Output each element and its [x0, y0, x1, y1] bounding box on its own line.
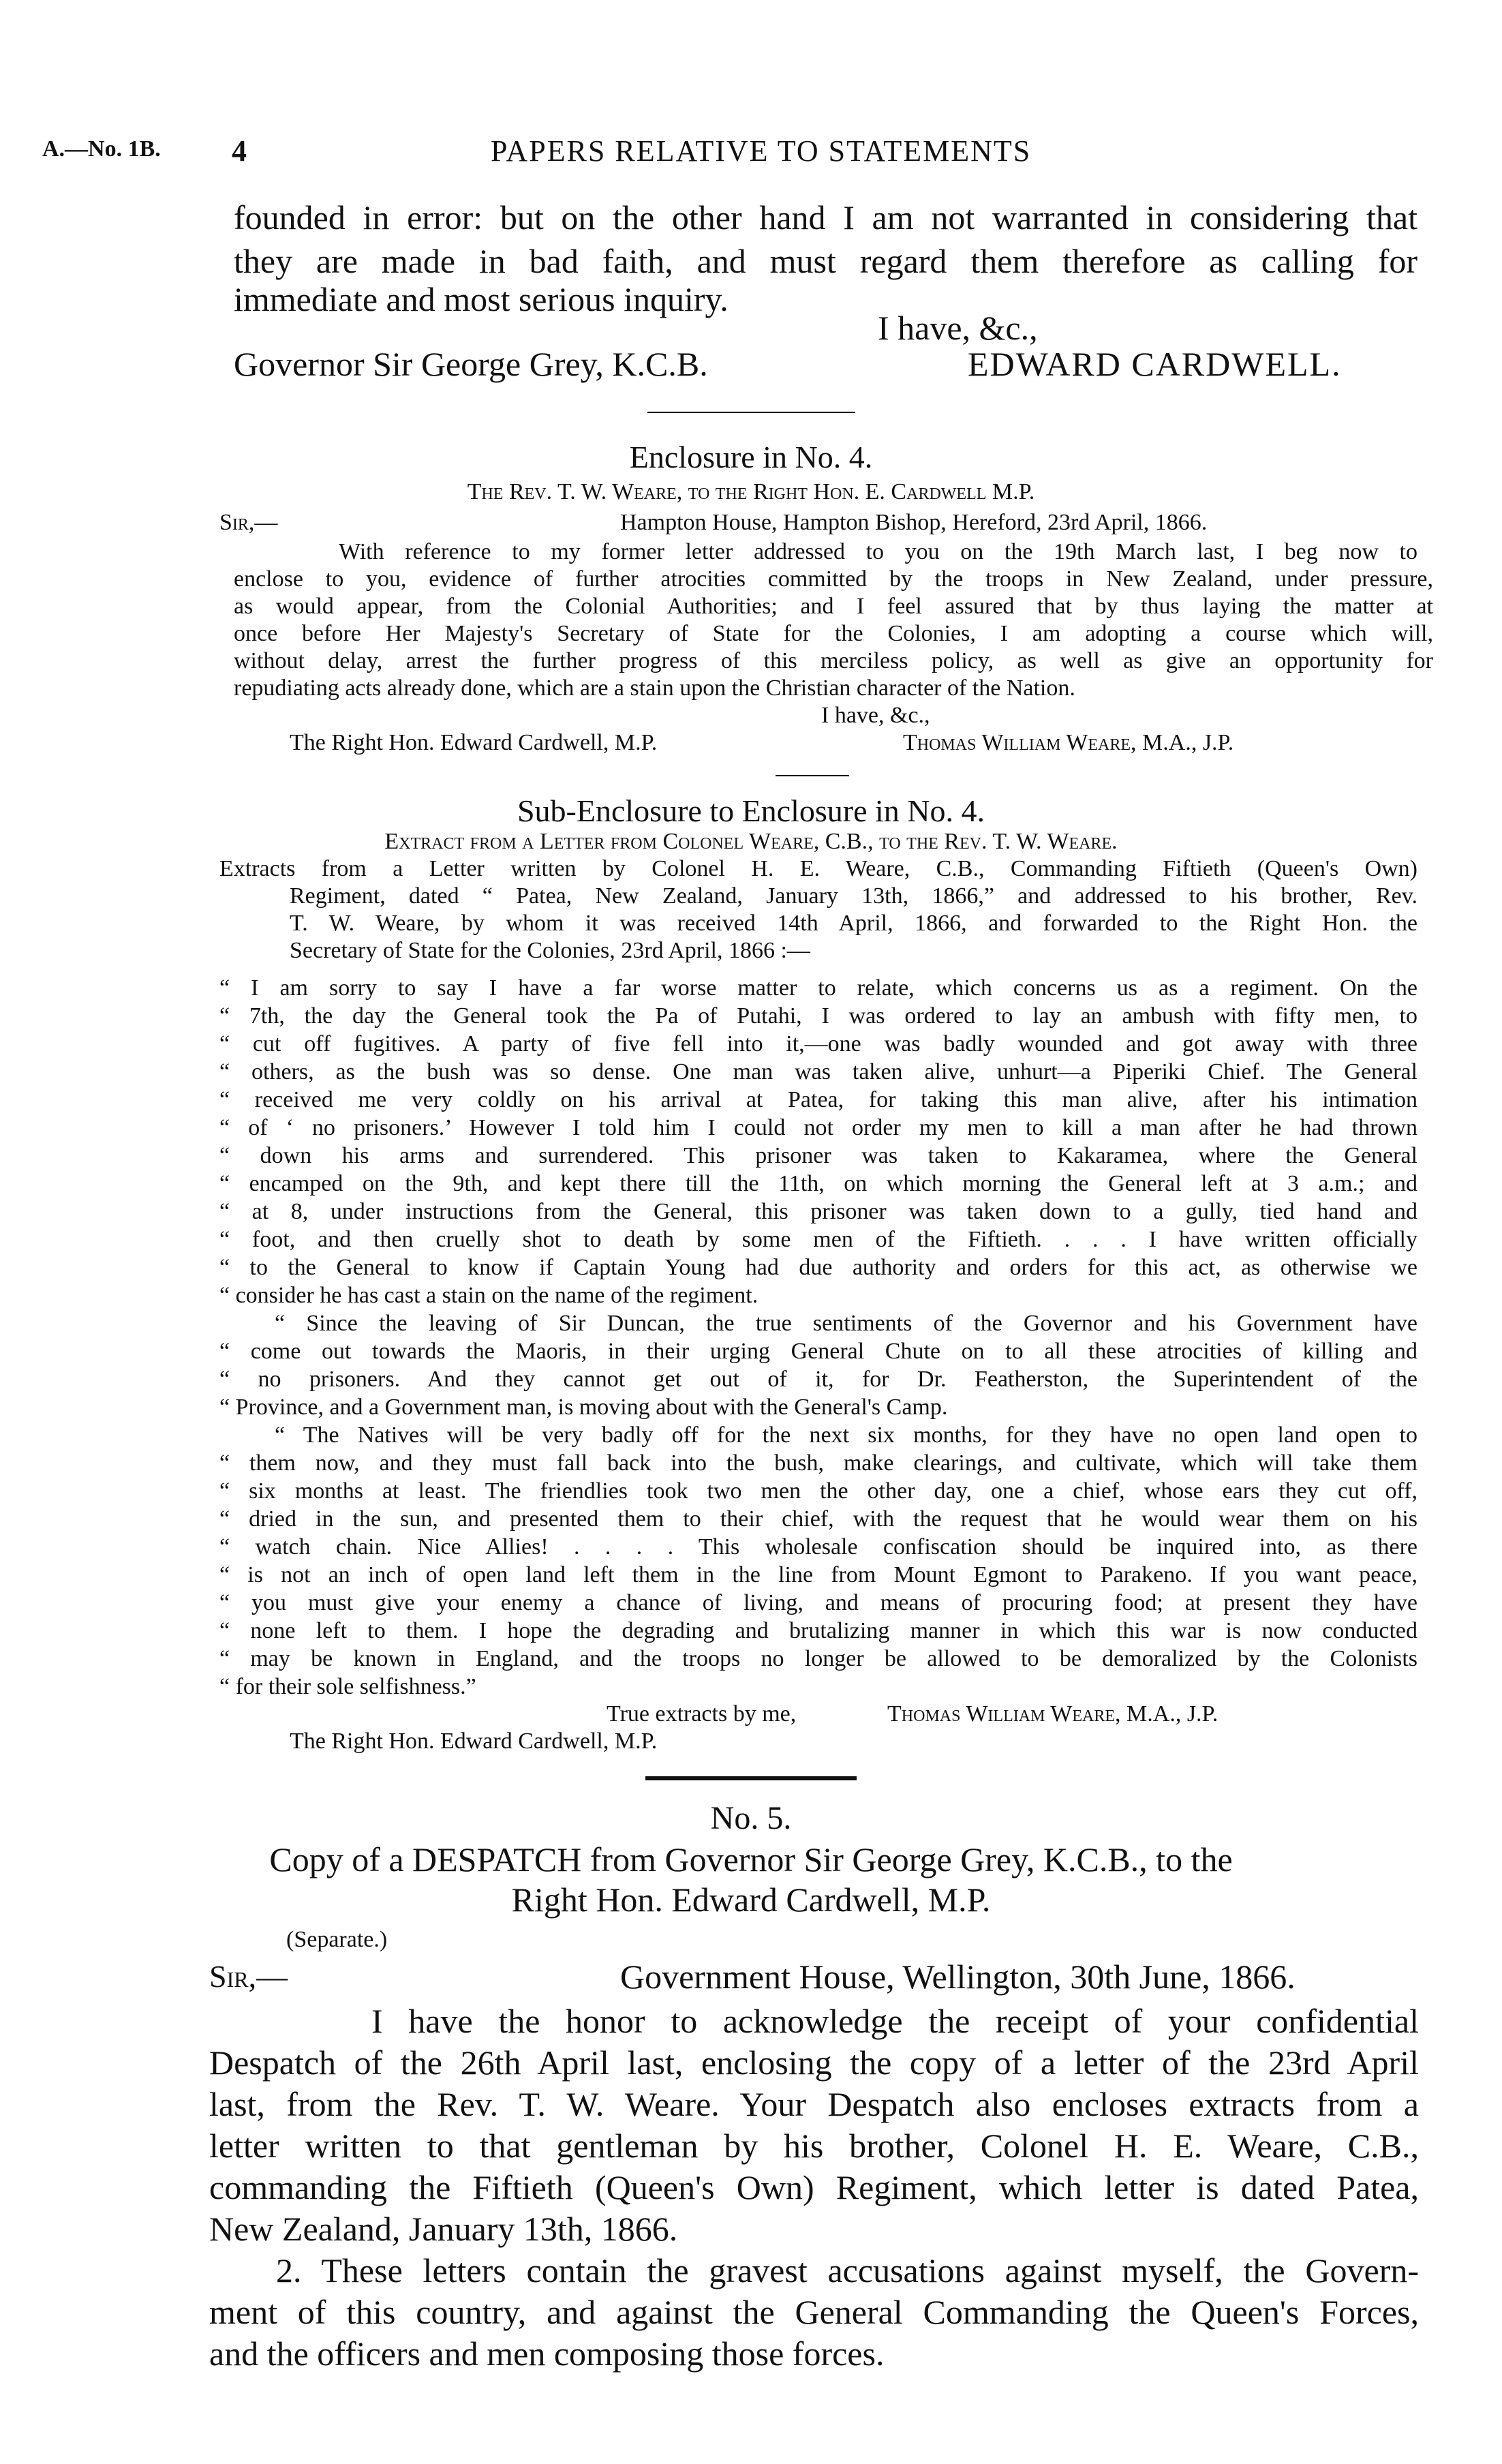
body-line: and the officers and men composing those forces.	[209, 2334, 885, 2373]
despatch-number: No. 5.	[710, 1800, 792, 1836]
attestation: True extracts by me,	[607, 1701, 797, 1727]
body-line: ment of this country, and against the General Commanding the Queen's Forces,	[209, 2293, 1419, 2331]
sub-enclosure-heading: Sub-Enclosure to Enclosure in No. 4.	[517, 793, 985, 828]
despatch-title-line	[0, 1840, 1502, 1879]
separate-marker: (Separate.)	[286, 1927, 388, 1952]
quoted-line: “ Since the leaving of Sir Duncan, the true sentiments of the Governor and his Government have	[275, 1311, 1417, 1336]
quoted-line: “ cut off fugitives. A party of five fell into it,—one was badly wounded and got away with three	[219, 1031, 1417, 1056]
quoted-line: “ none left to them. I hope the degrading and brutalizing manner in which this war is now conducted	[219, 1618, 1417, 1643]
enclosure-subtitle: The Rev. T. W. Weare, to the Right Hon. E. Cardwell M.P.	[467, 479, 1035, 504]
quoted-line: “ at 8, under instructions from the General, this prisoner was taken down to a gully, tied hand and	[219, 1199, 1417, 1224]
quoted-line: “ Province, and a Government man, is moving about with the General's Camp.	[219, 1395, 948, 1420]
quoted-line: “ The Natives will be very badly off for the next six months, for they have no open land open to	[275, 1423, 1417, 1448]
quoted-line: “ may be known in England, and the troops no longer be allowed to be demoralized by the Colonists	[219, 1646, 1417, 1671]
quoted-line: “ for their sole selfishness.”	[219, 1674, 476, 1699]
extract-intro-line: Secretary of State for the Colonies, 23rd April, 1866 :—	[290, 938, 810, 963]
salutation: Sir,—	[219, 510, 278, 535]
extract-intro-line: Regiment, dated “ Patea, New Zealand, January 13th, 1866,” and addressed to his brother, Rev.	[290, 883, 1417, 909]
extract-intro-line: T. W. Weare, by whom it was received 14th April, 1866, and forwarded to the Right Hon. the	[290, 911, 1417, 936]
quoted-line: “ no prisoners. And they cannot get out of it, for Dr. Featherston, the Superintendent of the	[219, 1367, 1417, 1392]
quoted-line: “ others, as the bush was so dense. One man was taken alive, unhurt—a Piperiki Chief. The General	[219, 1059, 1417, 1084]
closing: I have, &c.,	[821, 703, 930, 728]
enclosure-heading: Enclosure in No. 4.	[629, 440, 873, 474]
despatch-line: they are made in bad faith, and must regard them therefore as calling for	[234, 242, 1417, 280]
enclosure-line: repudiating acts already done, which are a stain upon the Christian character of the Nation.	[234, 675, 1075, 701]
enclosure-line: once before Her Majesty's Secretary of State for the Colonies, I am adopting a course which will,	[234, 621, 1433, 646]
despatch-line: immediate and most serious inquiry.	[234, 280, 729, 318]
enclosure-line: as would appear, from the Colonial Authorities; and I feel assured that by thus laying the matter at	[234, 594, 1433, 619]
body-line: 2. These letters contain the gravest accusations against myself, the Govern-	[276, 2251, 1419, 2290]
closing: I have, &c.,	[878, 309, 1038, 347]
quoted-line: “ I am sorry to say I have a far worse matter to relate, which concerns us as a regiment. On the	[219, 975, 1417, 1001]
body-line: letter written to that gentleman by his brother, Colonel H. E. Weare, C.B.,	[209, 2127, 1419, 2165]
quoted-line: “ down his arms and surrendered. This prisoner was taken to Kakaramea, where the General	[219, 1143, 1417, 1168]
quoted-line: “ is not an inch of open land left them in the line from Mount Egmont to Parakeno. If you want peace,	[219, 1562, 1417, 1587]
section-divider-heavy	[645, 1776, 857, 1780]
quoted-line: “ to the General to know if Captain Young had due authority and orders for this act, as otherwise we	[219, 1255, 1417, 1280]
quoted-line: “ come out towards the Maoris, in their urging General Chute on to all these atrocities of killing and	[219, 1339, 1417, 1364]
despatch-title: Copy of a DESPATCH from Governor Sir George Grey, K.C.B., to the	[269, 1840, 1233, 1879]
quoted-line: “ of ‘ no prisoners.’ However I told him I could not order my men to kill a man after he had thrown	[219, 1115, 1417, 1140]
salutation: Sir,—	[209, 1959, 288, 1994]
document-reference: A.—No. 1B.	[42, 136, 161, 162]
sub-enclosure-subtitle: Extract from a Letter from Colonel Weare, C.B., to the Rev. T. W. Weare.	[384, 829, 1118, 854]
body-line: last, from the Rev. T. W. Weare. Your Despatch also encloses extracts from a	[209, 2085, 1419, 2123]
addressee: Governor Sir George Grey, K.C.B.	[234, 345, 708, 383]
extract-intro-line: Extracts from a Letter written by Colonel H. E. Weare, C.B., Commanding Fiftieth (Queen's Own)	[219, 856, 1417, 881]
addressee: The Right Hon. Edward Cardwell, M.P.	[290, 1729, 658, 1754]
running-title: PAPERS RELATIVE TO STATEMENTS	[491, 134, 1032, 168]
quoted-line: “ 7th, the day the General took the Pa of Putahi, I was ordered to lay an ambush with fifty men, to	[219, 1003, 1417, 1029]
despatch-title-line	[0, 1880, 1502, 1919]
quoted-line: “ six months at least. The friendlies took two men the other day, one a chief, whose ears they cut off,	[219, 1478, 1417, 1504]
page-number: 4	[232, 134, 247, 168]
despatch-line: founded in error: but on the other hand I am not warranted in considering that	[234, 198, 1417, 237]
enclosure-line: With reference to my former letter addressed to you on the 19th March last, I beg now to	[339, 539, 1417, 564]
section-divider	[647, 412, 855, 413]
signature: Thomas William Weare, M.A., J.P.	[903, 730, 1234, 755]
enclosure-line: without delay, arrest the further progress of this merciless policy, as well as give an opportunity for	[234, 648, 1433, 673]
enclosure-line: enclose to you, evidence of further atrocities committed by the troops in New Zealand, under pressure,	[234, 566, 1433, 592]
despatch-title-recipient: Right Hon. Edward Cardwell, M.P.	[511, 1881, 991, 1919]
body-line: commanding the Fiftieth (Queen's Own) Regiment, which letter is dated Patea,	[209, 2168, 1419, 2206]
quoted-line: “ encamped on the 9th, and kept there till the 11th, on which morning the General left at 3 a.m.; and	[219, 1171, 1417, 1196]
quoted-line: “ watch chain. Nice Allies! . . . . This wholesale confiscation should be inquired into, as there	[219, 1534, 1417, 1560]
signature: Thomas William Weare, M.A., J.P.	[887, 1701, 1219, 1727]
section-divider	[776, 775, 849, 776]
quoted-line: “ you must give your enemy a chance of living, and means of procuring food; at present they have	[219, 1590, 1417, 1615]
quoted-line: “ consider he has cast a stain on the name of the regiment.	[219, 1283, 758, 1308]
quoted-line: “ dried in the sun, and presented them to their chief, with the request that he would wear them on his	[219, 1506, 1417, 1532]
signature: EDWARD CARDWELL.	[968, 345, 1342, 383]
letter-address: Government House, Wellington, 30th June, 1866.	[620, 1958, 1296, 1996]
body-line: New Zealand, January 13th, 1866.	[209, 2210, 678, 2248]
body-line: I have the honor to acknowledge the receipt of your confidential	[371, 2002, 1419, 2040]
quoted-line: “ received me very coldly on his arrival at Patea, for taking this man alive, after his intimation	[219, 1087, 1417, 1112]
body-line: Despatch of the 26th April last, enclosing the copy of a letter of the 23rd April	[209, 2043, 1419, 2082]
quoted-line: “ them now, and they must fall back into the bush, make clearings, and cultivate, which will take them	[219, 1450, 1417, 1476]
letter-address: Hampton House, Hampton Bishop, Hereford, 23rd April, 1866.	[620, 510, 1208, 535]
quoted-line: “ foot, and then cruelly shot to death by some men of the Fiftieth. . . . I have written officially	[219, 1227, 1417, 1252]
addressee: The Right Hon. Edward Cardwell, M.P.	[290, 730, 658, 755]
